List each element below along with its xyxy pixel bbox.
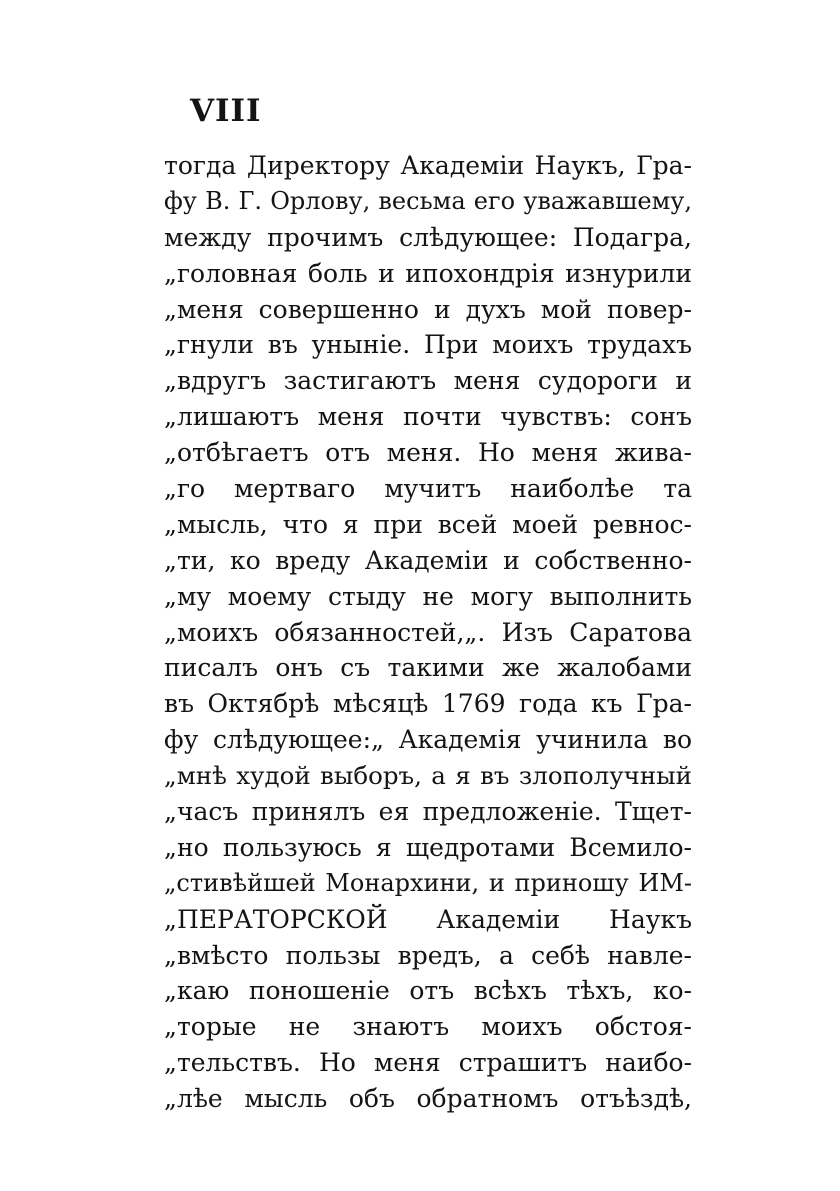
- text-line: „тельствъ. Но меня страшитъ наибо-: [164, 1048, 692, 1078]
- text-line: „мнѣ худой выборъ, а я въ злополучный: [164, 761, 692, 791]
- body-text: [164, 148, 692, 1117]
- text-line: „стивѣйшей Монархини, и приношу ИМ-: [164, 868, 692, 897]
- text-line: „моихъ обязанностей,„. Изъ Саратова: [164, 617, 692, 647]
- text-line: „лишаютъ меня почти чувствъ: сонъ: [164, 402, 692, 432]
- text-line: между прочимъ слѣдующее: Подагра,: [164, 222, 692, 252]
- page-number: VIII: [190, 93, 262, 129]
- text-line: „лѣе мысль объ обратномъ отъѣздѣ,: [164, 1084, 692, 1114]
- text-line: „вмѣсто пользы вредъ, а себѣ навле-: [164, 940, 692, 970]
- text-line: „го мертваго мучитъ наиболѣе та: [164, 474, 692, 504]
- text-line: фу В. Г. Орлову, весьма его уважавшему,: [164, 186, 692, 215]
- text-line: „меня совершенно и духъ мой повер-: [164, 294, 692, 324]
- text-line: „мысль, что я при всей моей ревнос-: [164, 509, 692, 539]
- text-line: „вдругъ застигаютъ меня судороги и: [164, 366, 692, 396]
- text-line: писалъ онъ съ такими же жалобами: [164, 653, 692, 683]
- text-line: „му моему стыду не могу выполнить: [164, 581, 692, 611]
- text-line: „отбѣгаетъ отъ меня. Но меня жива-: [164, 438, 692, 468]
- text-line: „ти, ко вреду Академіи и собственно-: [164, 545, 692, 575]
- text-line: „ПЕРАТОРСКОЙ Академіи Наукъ: [164, 904, 692, 934]
- text-line: „но пользуюсь я щедротами Всемило-: [164, 832, 692, 862]
- text-line: „часъ принялъ ея предложеніе. Тщет-: [164, 797, 692, 827]
- text-line: „торые не знаютъ моихъ обстоя-: [164, 1012, 692, 1042]
- text-line: фу слѣдующее:„ Академія учинила во: [164, 725, 692, 755]
- text-line: „каю поношеніе отъ всѣхъ тѣхъ, ко-: [164, 976, 692, 1006]
- text-line: въ Октябрѣ мѣсяцѣ 1769 года къ Гра-: [164, 689, 692, 719]
- text-line: тогда Директору Академіи Наукъ, Гра-: [164, 151, 692, 180]
- text-line: „головная боль и ипохондрія изнурили: [164, 258, 692, 288]
- text-line: „гнули въ уныніе. При моихъ трудахъ: [164, 330, 692, 360]
